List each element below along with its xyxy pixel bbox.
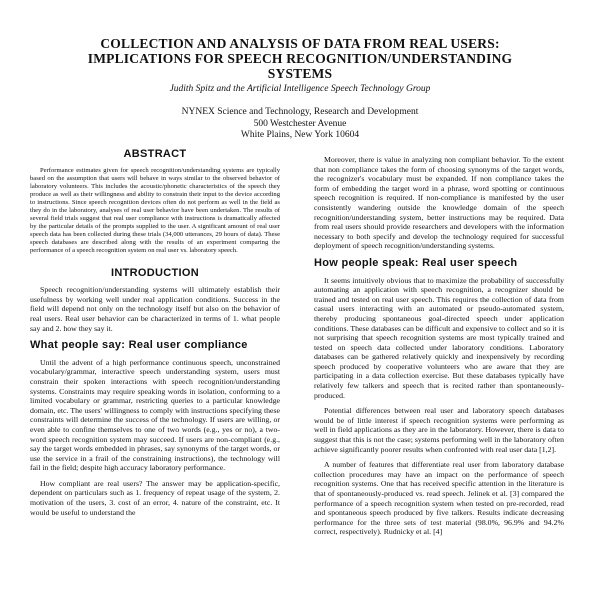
compliance-paragraph-2: How compliant are real users? The answer may be application-specific, dependent on particulars such as 1. frequency of repeat usage of the system, 2. motivation of the users, 3. cost of an error, 4. nature of the constraint, etc. It would be useful to understand the	[30, 478, 280, 517]
speech-paragraph-2: Potential differences between real user and laboratory speech databases would be of little interest if speech recognition systems were performing as well in field applications as they are in the laboratory. However, there is data to suggest that this is not the case; systems performing well in the laboratory often achieve significantly poorer results when confronted with real user data [1,2].	[314, 406, 564, 454]
right-column	[314, 155, 564, 543]
abstract-heading: ABSTRACT	[123, 148, 187, 160]
affiliation	[100, 107, 500, 142]
left-column	[30, 150, 280, 523]
compliance-heading: What people say: Real user compliance	[30, 339, 248, 352]
speech-paragraph-3: A number of features that differentiate real user from laboratory database collection procedures may have an impact on the performance of speech recognition systems. One that has received specific attention in the literature is that of spontaneously-produced vs. read speech. Jelinek et al. [3] compared the performance of a speech recognition system when tested on pre-recorded, read and spontaneous speech produced by five talkers. Results indicate decreasing performance for the three sets of test material (98.0%, 96.9% and 94.2% correct, respectively). Rudnicky et al. [4]	[314, 460, 564, 537]
continuation-paragraph: Moreover, there is value in analyzing non compliant behavior. To the extent that non compliance takes the form of choosing synonyms of the target words, the recognizer's vocabulary must be expanded. If non compliance takes the form of embedding the target word in a phrase, word spotting or continuous speech recognition is required. If non-compliance is manifested by the user consistently wandering outside the knowledge domain of the speech recognition/understanding system, better instructions may be required. Data from real users should provide researchers and developers with the information necessary to both specify and develop the technology required for successful deployment of speech recognition/understanding systems.	[314, 155, 564, 251]
title-line-2: IMPLICATIONS FOR SPEECH RECOGNITION/UNDERSTANDING	[87, 51, 513, 66]
affiliation-street: 500 Westchester Avenue	[253, 118, 347, 129]
speech-heading: How people speak: Real user speech	[314, 256, 518, 269]
title-line-3: SYSTEMS	[267, 66, 333, 81]
author-line: Judith Spitz and the Artificial Intelligence Speech Technology Group	[169, 84, 431, 94]
speech-paragraph-1: It seems intuitively obvious that to maximize the probability of successfully automating an application with speech recognition, a recognizer should be trained and tested on real user speech. This requires the collection of data from casual users interacting with an automated or pseudo-automated system, thereby producing spontaneous goal-directed speech under application conditions. These databases can be difficult and expensive to collect and so it is not surprising that speech recognition systems are most typically trained and tested on speech data collected under laboratory conditions. Laboratory databases can be gathered relatively quickly and inexpensively by recording speech produced by cooperative volunteers who are aware that they are participating in a data collection exercise. But these databases typically have relatively few talkers and speech that is recited rather than spontaneously-produced.	[314, 275, 564, 400]
abstract-text: Performance estimates given for speech recognition/understanding systems are typically based on the assumption that users will behave in ways similar to the observed behavior of laboratory volunteers. This includes the acoustic/phonetic characteristics of the speech they produce as well as their willingness and ability to constrain their input to the device according to instructions. Since speech recognition devices often do not perform as well in the field as they do in the laboratory, analyses of real user behavior have been undertaken. The results of several field trials suggest that real user compliance with instructions is dramatically affected by the particular details of the prompts supplied to the user. A significant amount of real user speech data has been collected during these trials (34,000 utterances, 29 hours of data). These speech databases are described along with the results of an experiment comparing the performance of a speech recognition system on real user vs. laboratory speech.	[30, 166, 280, 254]
affiliation-city: White Plains, New York 10604	[240, 130, 360, 140]
compliance-paragraph-1: Until the advent of a high performance continuous speech, unconstrained vocabulary/grammar, interactive speech understanding system, users must constrain their spoken interactions with speech recognition/understanding systems. Constraints may require speaking words in isolation, conforming to a limited vocabulary or grammar, restricting queries to a particular knowledge domain, etc. The users' willingness to comply with instructions specifying these constraints will determine the success of the technology. If users are willing, or even able to confine themselves to one of two words (e.g., yes or no), a two-word speech recognition system may succeed. If users are non-compliant (e.g., say the target words embedded in phrases, say synonyms of the target words, or use the service in a frail of the constraining instructions), the technology will fail in the field; despite high accuracy laboratory performance.	[30, 357, 280, 473]
introduction-heading: INTRODUCTION	[111, 266, 199, 279]
paper-title	[40, 36, 560, 81]
introduction-text: Speech recognition/understanding systems will ultimately establish their usefulness by working well under real application conditions. Success in the field will depend not only on the technology itself but also on the behavior of real users. Real user behavior can be characterized in terms of 1. what people say and 2. how they say it.	[30, 285, 280, 333]
title-line-1: COLLECTION AND ANALYSIS OF DATA FROM REAL USERS:	[100, 36, 500, 51]
affiliation-org: NYNEX Science and Technology, Research and Development	[181, 107, 419, 117]
